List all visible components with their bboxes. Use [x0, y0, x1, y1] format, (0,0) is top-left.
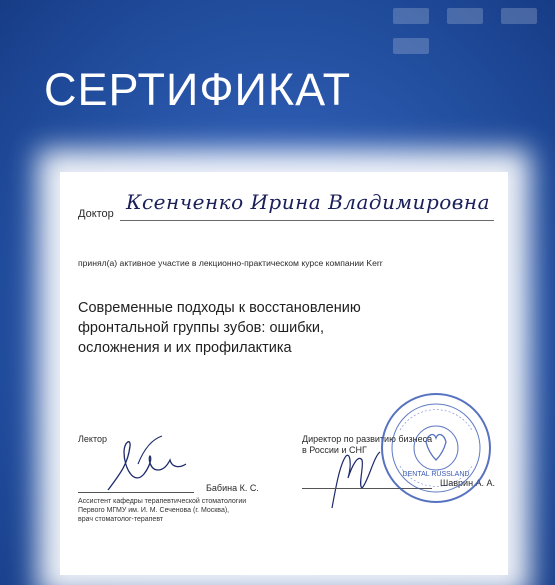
certificate-panel [60, 172, 508, 575]
director-name: Шаврин А. А. [440, 478, 496, 488]
decorative-square [393, 8, 429, 24]
lecturer-name: Бабина К. С. [206, 483, 259, 493]
stamp-center-text: DENTAL RUSSLAND [402, 471, 470, 478]
doctor-label: Доктор [78, 208, 114, 220]
participation-text: принял(а) активное участие в лекционно-практическом курсе компании Kerr [78, 258, 383, 268]
director-label-line: в России и СНГ [302, 445, 367, 455]
decorative-square [501, 8, 537, 24]
lecturer-description [78, 497, 308, 524]
course-line: фронтальной группы зубов: ошибки, [78, 320, 325, 336]
doctor-name-handwritten: Ксенченко Ирина Владимировна [126, 190, 491, 214]
decorative-square [393, 38, 429, 54]
course-title [78, 298, 478, 358]
lecturer-label: Лектор [78, 434, 107, 444]
lecturer-description-line: Первого МГМУ им. И. М. Сеченова (г. Москва), [78, 507, 230, 514]
certificate-title: СЕРТИФИКАТ [44, 64, 352, 115]
company-stamp [378, 390, 494, 506]
director-label-line: Директор по развитию бизнеса [302, 434, 433, 444]
lecturer-signature-line [78, 492, 194, 493]
lecturer-description-line: Ассистент кафедры терапевтической стоматологии [78, 498, 247, 505]
lecturer-signature [100, 434, 190, 498]
course-line: Современные подходы к восстановлению [78, 300, 361, 316]
name-underline [120, 220, 494, 221]
lecturer-description-line: врач стоматолог-терапевт [78, 516, 164, 523]
decorative-square [447, 8, 483, 24]
course-line: осложнения и их профилактика [78, 340, 292, 356]
